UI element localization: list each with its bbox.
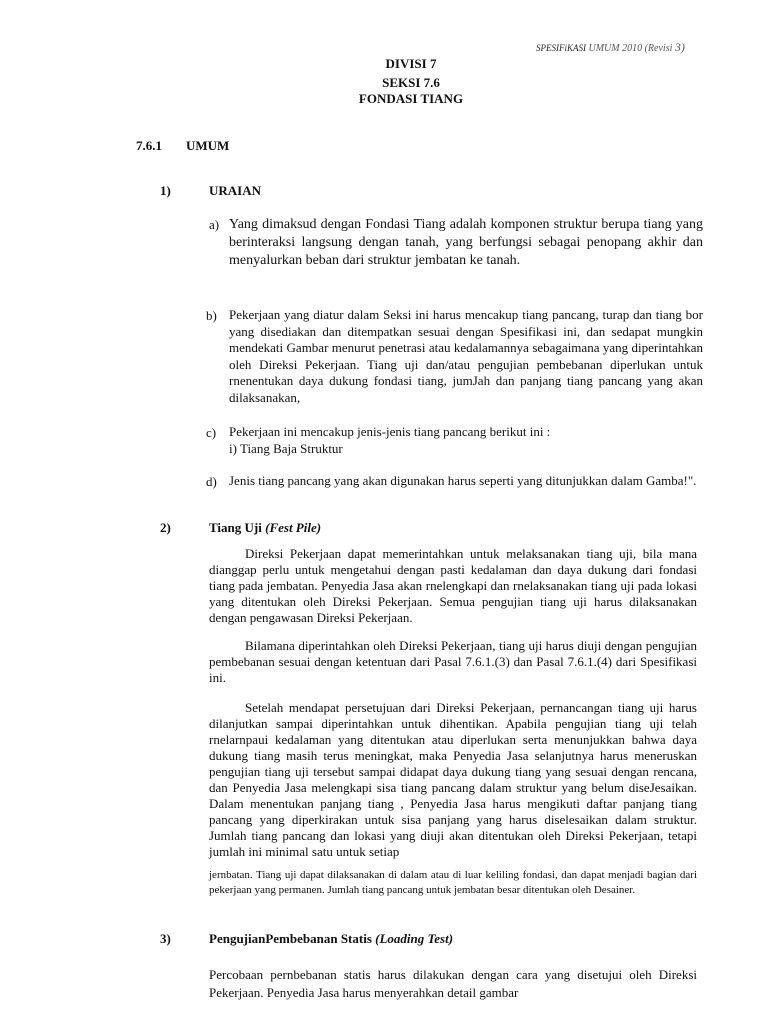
- item-b-label: b): [206, 308, 217, 323]
- document-reference: [536, 40, 685, 55]
- doc-ref-rest: UMUM 2010 (Revisi: [588, 43, 673, 54]
- item-b-text: Pekerjaan yang diatur dalam Seksi ini harus mencakup tiang pancang, turap dan tiang bor yang disediakan dan ditempatkan sesuai dengan Spesifikasi ini, dan sedapat mungkin mendekati Gambar menurut penetrasi atau kedalamannya sebagaimana yang diperintahkan oleh Direksi Pekerjaan. Tiang uji dan/atau pengujian pembebanan diperlukan untuk rnenentukan daya dukung fondasi tiang, jumJah dan panjang tiang pancang yang akan dilaksanakan,: [229, 307, 703, 405]
- item-a-label: a): [209, 217, 220, 232]
- doc-ref-label: SPESIFiKASI: [536, 43, 586, 53]
- item-c-subline: i) Tiang Baja Struktur: [229, 441, 343, 456]
- doc-ref-num: 3): [674, 40, 685, 54]
- sub2-paragraph-4: jernbatan. Tiang uji dapat dilaksanakan di dalam atau di luar keliling fondasi, dan dapat menjadi bagian dari pekerjaan yang permanen. Jumlah tiang pancang untuk jembatan besar ditentukan oleh Desainer.: [209, 869, 697, 896]
- sub1-number: 1): [160, 183, 171, 198]
- section-title: UMUM: [186, 138, 230, 153]
- sub3-paragraph: Percobaan pernbebanan statis harus dilakukan dengan cara yang disetujui oleh Direksi Pekerjaan. Penyedia Jasa harus menyerahkan detail gambar: [209, 967, 697, 1000]
- item-d-text: Jenis tiang pancang yang akan digunakan harus seperti yang ditunjukkan dalam Gamba!".: [229, 473, 697, 488]
- sub2-number: 2): [160, 520, 171, 535]
- section-number: 7.6.1: [136, 138, 162, 153]
- seksi-title: SEKSI 7.6: [382, 75, 440, 90]
- sub2-paragraph-2: Bilamana diperintahkan oleh Direksi Pekerjaan, tiang uji harus diuji dengan pengujian pembebanan sesuai dengan ketentuan dari Pasal 7.6.1.(3) dan Pasal 7.6.1.(4) dari Spesifikasi ini.: [209, 638, 697, 685]
- item-c-label: c): [206, 425, 217, 440]
- sub3-title-italic: (Loading Test): [375, 931, 454, 946]
- sub2-paragraph-1: Direksi Pekerjaan dapat memerintahkan untuk melaksanakan tiang uji, bila mana dianggap perlu untuk mengetahui dengan pasti kedalaman dan daya dukung dari fondasi tiang pada jembatan. Penyedia Jasa akan rnelengkapi dan rnelaksanakan tiang uji pada lokasi yang ditentukan oleh Direksi Pekerjaan. Semua pengujian tiang uji harus dilaksanakan dengan pengawasan Direksi Pekerjaan.: [209, 546, 697, 625]
- sub3-title: PengujianPembebanan Statis: [209, 931, 372, 946]
- sub2-paragraph-3: Setelah mendapat persetujuan dari Direksi Pekerjaan, pernancangan tiang uji harus dilanjutkan sampai diperintahkan untuk dihentikan. Apabila pengujian tiang uji telah rnelarnpaui kedalaman yang ditentukan atau diperlukan serta menunjukkan bahwa daya dukung tiang masih terus meningkat, maka Penyedia Jasa selanjutnya harus meneruskan pengujian tiang uji tersebut sampai didapat daya dukung tiang yang sesuai dengan rencana, dan Penyedia Jasa melengkapi sisa tiang pancang dalam struktur yang belum diseJesaikan. Dalam menentukan panjang tiang , Penyedia Jasa harus mengikuti daftar panjang tiang pancang yang diperkirakan untuk sisa panjang yang harus diselesaikan dalam struktur. Jumlah tiang pancang dan lokasi yang diuji akan ditentukan oleh Direksi Pekerjaan, tetapi jumlah ini minimal satu untuk setiap: [209, 700, 697, 859]
- sub2-title-italic: (Fest Pile): [265, 520, 322, 535]
- sub2-heading: [209, 520, 321, 536]
- divisi-title: DIVISI 7: [385, 56, 437, 71]
- item-c-text: Pekerjaan ini mencakup jenis-jenis tiang pancang berikut ini :: [229, 424, 551, 439]
- item-a-text: Yang dimaksud dengan Fondasi Tiang adalah komponen struktur berupa tiang yang berinteraksi langsung dengan tanah, yang berfungsi sebagai penopang akhir dan menyalurkan beban dari struktur jembatan ke tanah.: [229, 217, 703, 268]
- sub3-number: 3): [160, 931, 171, 946]
- item-d-label: d): [206, 474, 217, 489]
- sub3-heading: [209, 931, 453, 947]
- fondasi-title: FONDASI TIANG: [358, 91, 464, 106]
- sub1-title: URAIAN: [209, 183, 261, 198]
- sub2-title: Tiang Uji: [209, 520, 262, 535]
